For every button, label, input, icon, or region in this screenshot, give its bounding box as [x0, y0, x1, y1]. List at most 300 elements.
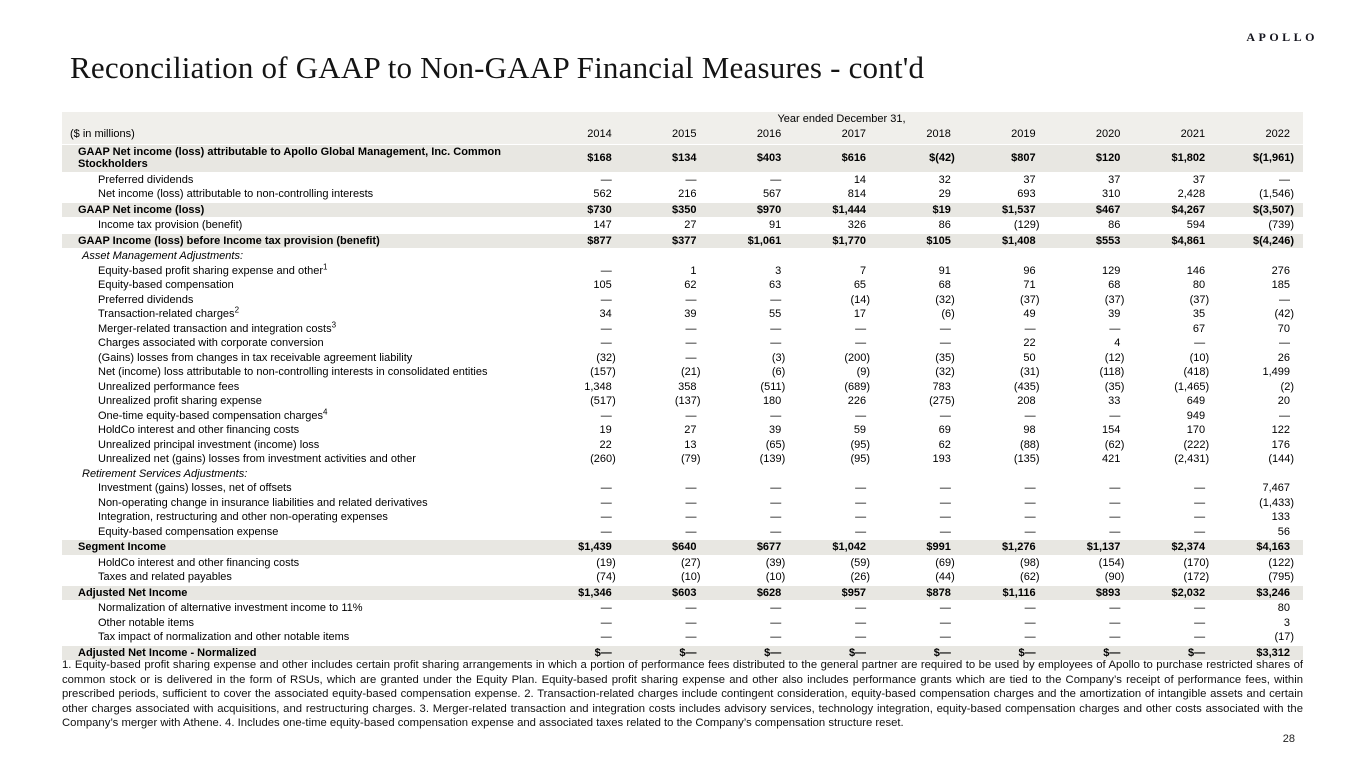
value-cell: [1133, 249, 1218, 264]
value-cell: —: [1194, 525, 1206, 538]
value-cell: [1049, 467, 1134, 482]
table-row: [62, 570, 1303, 585]
value-cell: 814: [847, 188, 867, 200]
value-cell: 649: [1186, 395, 1206, 407]
value-cell: $4,163: [1218, 540, 1303, 556]
value-cell: (739): [1268, 219, 1294, 231]
footnotes: 1. Equity-based profit sharing expense and other includes certain profit sharing arrangements in which a portion of performance fees distributed to the general partner are required to be used by employees of Apollo to purchase restricted shares of common stock or is delivered in the form of RSUs, which are granted under the Equity Plan. Equity-based profit sharing expense and other also includes performance grants which are tied to the Company’s receipt of performance fees, within prescribed periods, sufficient to cover the associated equity-based compensation expense. 2. Transaction-related charges include contingent consideration, equity-based compensation charges and the amortization of intangible assets and certain other charges associated with acquisitions, and restructuring charges. 3. Merger-related transaction and integration costs includes advisory services, technology integration, equity-based compensation charges and other costs associated with the Company’s merger with Athene. 4. Includes one-time equity-based compensation expense and associated taxes related to the Company’s compensation structure reset.: [62, 659, 1303, 730]
value-cell: 67: [1192, 322, 1206, 335]
value-cell: 68: [938, 279, 951, 291]
value-cell: —: [1194, 602, 1206, 614]
value-cell: 32: [938, 173, 951, 186]
table-row: [62, 630, 1303, 645]
row-label-text: Taxes and related payables: [98, 571, 232, 583]
row-label: [62, 555, 540, 570]
row-label-text: Adjusted Net Income: [78, 586, 188, 599]
table-row: [62, 278, 1303, 293]
value-cell: [1218, 467, 1303, 482]
value-cell: 20: [1277, 395, 1290, 407]
row-label-text: Non-operating change in insurance liabilities and related derivatives: [98, 496, 428, 509]
value-cell: $134: [625, 144, 710, 172]
value-cell: $350: [625, 202, 710, 218]
value-cell: 216: [678, 188, 697, 200]
row-label-text: HoldCo interest and other financing costs: [98, 556, 300, 569]
value-cell: 226: [847, 395, 867, 407]
value-cell: 37: [1108, 173, 1121, 186]
value-cell: 567: [762, 188, 782, 200]
value-cell: —: [600, 631, 612, 643]
value-cell: —: [1024, 409, 1036, 422]
value-cell: $403: [710, 144, 795, 172]
value-cell: 37: [1192, 173, 1206, 186]
value-cell: (39): [765, 556, 786, 569]
value-cell: (62): [1104, 438, 1125, 451]
value-cell: $377: [625, 233, 710, 249]
value-cell: —: [600, 511, 612, 523]
value-cell: 80: [1192, 279, 1206, 291]
value-cell: —: [770, 602, 782, 614]
value-cell: (10): [1189, 351, 1210, 364]
value-cell: —: [1024, 511, 1036, 523]
value-cell: (95): [850, 453, 871, 465]
value-cell: 185: [1271, 279, 1290, 291]
value-cell: (42): [1274, 308, 1294, 320]
table-row: [62, 601, 1303, 616]
value-cell: —: [1109, 616, 1121, 629]
value-cell: 71: [1023, 279, 1036, 291]
value-cell: —: [770, 631, 782, 643]
table-row: [62, 380, 1303, 395]
value-cell: $603: [625, 585, 710, 601]
table-row: [62, 218, 1303, 234]
year-column-header: 2016: [710, 127, 795, 144]
value-cell: $1,439: [540, 540, 625, 556]
value-cell: 129: [1102, 264, 1121, 277]
value-cell: (170): [1183, 556, 1210, 569]
value-cell: (9): [856, 366, 871, 378]
row-label-text: Preferred dividends: [98, 293, 194, 306]
value-cell: —: [770, 322, 782, 335]
value-cell: 27: [684, 424, 697, 436]
value-cell: 3: [1283, 616, 1290, 629]
value-cell: 26: [1277, 351, 1290, 364]
value-cell: $120: [1049, 144, 1134, 172]
row-label: [62, 365, 540, 380]
value-cell: (35): [935, 351, 955, 364]
row-label: [62, 585, 540, 601]
value-cell: —: [1109, 602, 1121, 614]
value-cell: —: [855, 616, 867, 629]
value-cell: $168: [540, 144, 625, 172]
value-cell: (79): [680, 453, 701, 465]
value-cell: —: [1109, 482, 1121, 494]
value-cell: —: [1024, 322, 1036, 335]
row-label: [62, 261, 540, 279]
row-label: [62, 233, 540, 249]
value-cell: (74): [596, 571, 616, 583]
table-row: [62, 365, 1303, 380]
value-cell: $(1,961): [1218, 144, 1303, 172]
row-label-text: GAAP Net income (loss): [78, 203, 205, 216]
table-row: [62, 510, 1303, 525]
value-cell: 29: [938, 188, 951, 200]
value-cell: [710, 249, 795, 264]
value-cell: (12): [1104, 351, 1125, 364]
value-cell: 39: [684, 308, 697, 320]
row-label: [62, 172, 540, 187]
value-cell: 91: [938, 264, 951, 277]
value-cell: $1,444: [794, 202, 879, 218]
value-cell: 62: [938, 438, 951, 451]
value-cell: —: [770, 525, 782, 538]
table-row: [62, 249, 1303, 264]
row-label-text: Investment (gains) losses, net of offsets: [98, 482, 292, 494]
value-cell: (62): [1020, 571, 1040, 583]
value-cell: [540, 467, 625, 482]
value-cell: —: [1024, 482, 1036, 494]
value-cell: (1,433): [1259, 496, 1294, 509]
row-label-text: Other notable items: [98, 616, 194, 629]
value-cell: 133: [1271, 511, 1290, 523]
value-cell: $1,061: [710, 233, 795, 249]
value-cell: (129): [1013, 219, 1040, 231]
value-cell: (2,431): [1174, 453, 1210, 465]
value-cell: (35): [1104, 380, 1125, 393]
value-cell: [710, 467, 795, 482]
value-cell: (69): [935, 556, 955, 569]
value-cell: [964, 249, 1049, 264]
value-cell: $616: [794, 144, 879, 172]
footnote-reference: 1: [323, 261, 328, 271]
row-label-text: One-time equity-based compensation charges: [98, 409, 324, 422]
value-cell: —: [1109, 409, 1121, 422]
row-label: [62, 394, 540, 409]
reconciliation-table: [62, 112, 1303, 661]
row-label: [62, 510, 540, 525]
value-cell: —: [685, 511, 697, 523]
value-cell: —: [600, 616, 612, 629]
page-number: 28: [1282, 733, 1295, 745]
value-cell: (200): [844, 351, 871, 364]
value-cell: 86: [1108, 219, 1121, 231]
value-cell: (27): [680, 556, 701, 569]
value-cell: —: [939, 337, 951, 349]
value-cell: 310: [1102, 188, 1121, 200]
row-label: [62, 438, 540, 453]
value-cell: —: [939, 631, 951, 643]
value-cell: 693: [1017, 188, 1036, 200]
period-header: Year ended December 31,: [540, 112, 1303, 127]
value-cell: —: [600, 322, 612, 335]
value-cell: 27: [684, 219, 697, 231]
value-cell: $1,042: [794, 540, 879, 556]
table-row: [62, 496, 1303, 511]
value-cell: 176: [1271, 438, 1290, 451]
value-cell: [1218, 249, 1303, 264]
value-cell: —: [1109, 525, 1121, 538]
value-cell: $—: [1049, 645, 1134, 661]
value-cell: —: [1279, 409, 1290, 422]
value-cell: 276: [1271, 264, 1290, 277]
value-cell: —: [600, 409, 612, 422]
value-cell: —: [600, 264, 612, 277]
table-row: [62, 481, 1303, 496]
value-cell: —: [1109, 322, 1121, 335]
value-cell: 105: [593, 279, 612, 291]
row-label-text: HoldCo interest and other financing costs: [98, 424, 300, 436]
value-cell: —: [685, 482, 697, 494]
value-cell: 86: [938, 219, 951, 231]
table-row: [62, 525, 1303, 540]
value-cell: 55: [769, 308, 782, 320]
value-cell: [1133, 467, 1218, 482]
row-label: [62, 496, 540, 511]
value-cell: —: [855, 525, 867, 538]
value-cell: (144): [1268, 453, 1294, 465]
table-row: [62, 585, 1303, 601]
value-cell: (10): [765, 571, 786, 583]
value-cell: 170: [1186, 424, 1206, 436]
value-cell: 68: [1108, 279, 1121, 291]
table-row: [62, 293, 1303, 308]
value-cell: (517): [590, 395, 616, 407]
value-cell: —: [1279, 337, 1290, 349]
value-cell: —: [1194, 631, 1206, 643]
value-cell: (65): [765, 438, 786, 451]
row-label-text: Integration, restructuring and other non-operating expenses: [98, 511, 388, 523]
value-cell: (88): [1020, 438, 1040, 451]
value-cell: 358: [678, 380, 697, 393]
value-cell: 62: [684, 279, 697, 291]
row-label-text: Normalization of alternative investment income to 11%: [98, 602, 363, 614]
value-cell: (154): [1098, 556, 1125, 569]
value-cell: —: [855, 496, 867, 509]
value-cell: $1,537: [964, 202, 1049, 218]
footnote-reference: 3: [331, 319, 337, 329]
table-row: [62, 322, 1303, 337]
value-cell: $3,312: [1218, 645, 1303, 661]
row-label-text: Preferred dividends: [98, 173, 194, 186]
value-cell: $677: [710, 540, 795, 556]
value-cell: 91: [769, 219, 782, 231]
value-cell: 39: [769, 424, 782, 436]
value-cell: 35: [1192, 308, 1206, 320]
value-cell: $—: [710, 645, 795, 661]
period-header-row: [62, 112, 1303, 127]
value-cell: 4: [1114, 337, 1121, 349]
value-cell: (260): [590, 453, 616, 465]
row-label-text: Transaction-related charges: [98, 308, 235, 320]
value-cell: 208: [1017, 395, 1036, 407]
value-cell: (795): [1268, 571, 1294, 583]
table-row: [62, 540, 1303, 556]
value-cell: $(42): [879, 144, 964, 172]
row-label-text: Retirement Services Adjustments:: [82, 467, 248, 480]
row-label: [62, 218, 540, 234]
value-cell: —: [600, 525, 612, 538]
value-cell: $—: [540, 645, 625, 661]
value-cell: (32): [596, 351, 616, 364]
row-label: [62, 570, 540, 585]
footnote-reference: 4: [323, 406, 328, 416]
value-cell: —: [939, 322, 951, 335]
value-cell: $640: [625, 540, 710, 556]
value-cell: 70: [1277, 322, 1290, 335]
row-label: [62, 481, 540, 496]
value-cell: (17): [1274, 631, 1294, 643]
value-cell: —: [685, 525, 697, 538]
value-cell: [794, 249, 879, 264]
value-cell: —: [855, 511, 867, 523]
row-label-text: Adjusted Net Income - Normalized: [78, 646, 257, 659]
row-label-text: Equity-based profit sharing expense and other: [98, 264, 324, 277]
value-cell: —: [1109, 511, 1121, 523]
row-label-text: Tax impact of normalization and other notable items: [98, 631, 350, 643]
value-cell: [794, 467, 879, 482]
value-cell: [1049, 249, 1134, 264]
value-cell: —: [939, 525, 951, 538]
table-body: [62, 144, 1303, 661]
row-label: [62, 452, 540, 467]
table-row: [62, 187, 1303, 202]
value-cell: (37): [1104, 293, 1125, 306]
value-cell: $—: [1133, 645, 1218, 661]
value-cell: 193: [932, 453, 951, 465]
row-label-text: Net income (loss) attributable to non-controlling interests: [98, 188, 374, 200]
value-cell: (31): [1020, 366, 1040, 378]
row-label: [62, 423, 540, 438]
year-column-header: 2015: [625, 127, 710, 144]
units-label: ($ in millions): [62, 127, 540, 144]
value-cell: (1,465): [1174, 380, 1210, 393]
table-header: [62, 112, 1303, 144]
table-row: [62, 467, 1303, 482]
row-label-text: Equity-based compensation expense: [98, 525, 279, 538]
value-cell: —: [1194, 482, 1206, 494]
value-cell: $19: [879, 202, 964, 218]
value-cell: 594: [1186, 219, 1206, 231]
row-label-text: Income tax provision (benefit): [98, 219, 243, 231]
value-cell: $467: [1049, 202, 1134, 218]
value-cell: —: [770, 496, 782, 509]
value-cell: (157): [590, 366, 616, 378]
value-cell: —: [855, 337, 867, 349]
value-cell: $730: [540, 202, 625, 218]
row-label-text: Merger-related transaction and integration costs: [98, 322, 332, 335]
value-cell: (37): [1189, 293, 1210, 306]
value-cell: —: [855, 322, 867, 335]
value-cell: 783: [932, 380, 951, 393]
value-cell: 14: [853, 173, 867, 186]
row-label: [62, 380, 540, 395]
value-cell: —: [1194, 496, 1206, 509]
value-cell: 949: [1186, 409, 1206, 422]
value-cell: 2,428: [1177, 188, 1206, 200]
value-cell: —: [939, 616, 951, 629]
value-cell: 1,499: [1262, 366, 1290, 378]
value-cell: $3,246: [1218, 585, 1303, 601]
row-label: [62, 467, 540, 482]
value-cell: —: [1024, 631, 1036, 643]
row-label-text: Net (income) loss attributable to non-controlling interests in consolidated entities: [98, 366, 488, 378]
value-cell: —: [1024, 525, 1036, 538]
value-cell: (222): [1183, 438, 1210, 451]
value-cell: 17: [853, 308, 867, 320]
value-cell: [964, 467, 1049, 482]
value-cell: 69: [938, 424, 951, 436]
value-cell: (172): [1183, 571, 1210, 583]
value-cell: —: [770, 337, 782, 349]
row-label: [62, 144, 540, 172]
row-label-text: Charges associated with corporate conversion: [98, 337, 324, 349]
table-row: [62, 616, 1303, 631]
value-cell: —: [600, 173, 612, 186]
value-cell: 562: [593, 188, 612, 200]
row-label: [62, 540, 540, 556]
year-column-header: 2021: [1133, 127, 1218, 144]
value-cell: (6): [941, 308, 955, 320]
value-cell: 33: [1108, 395, 1121, 407]
row-label: [62, 601, 540, 616]
value-cell: —: [600, 293, 612, 306]
value-cell: (59): [850, 556, 871, 569]
value-cell: —: [1024, 616, 1036, 629]
table-row: [62, 264, 1303, 279]
value-cell: (19): [596, 556, 616, 569]
table-row: [62, 423, 1303, 438]
value-cell: $105: [879, 233, 964, 249]
value-cell: 63: [769, 279, 782, 291]
value-cell: 180: [762, 395, 782, 407]
value-cell: [625, 249, 710, 264]
row-label: [62, 406, 540, 424]
value-cell: 39: [1108, 308, 1121, 320]
value-cell: (26): [850, 571, 871, 583]
value-cell: —: [600, 337, 612, 349]
year-column-header: 2020: [1049, 127, 1134, 144]
value-cell: —: [1194, 511, 1206, 523]
value-cell: (90): [1104, 571, 1125, 583]
row-label-text: GAAP Net income (loss) attributable to Apollo Global Management, Inc. Common Stockholders: [78, 145, 501, 170]
value-cell: —: [685, 293, 697, 306]
value-cell: $878: [879, 585, 964, 601]
row-label: [62, 319, 540, 337]
value-cell: —: [939, 409, 951, 422]
value-cell: $2,374: [1133, 540, 1218, 556]
value-cell: (2): [1280, 380, 1294, 393]
value-cell: 7: [859, 264, 867, 277]
value-cell: 37: [1023, 173, 1036, 186]
value-cell: —: [1194, 616, 1206, 629]
value-cell: —: [939, 496, 951, 509]
value-cell: —: [1279, 173, 1290, 186]
value-cell: —: [855, 482, 867, 494]
value-cell: (98): [1020, 556, 1040, 569]
value-cell: (37): [1020, 293, 1040, 306]
table-row: [62, 555, 1303, 570]
year-column-header: 2014: [540, 127, 625, 144]
value-cell: —: [1024, 602, 1036, 614]
header-spacer: [62, 112, 540, 127]
table-row: [62, 144, 1303, 172]
value-cell: —: [1109, 631, 1121, 643]
value-cell: 59: [853, 424, 867, 436]
value-cell: —: [685, 322, 697, 335]
value-cell: —: [685, 409, 697, 422]
value-cell: $(4,246): [1218, 233, 1303, 249]
value-cell: —: [600, 496, 612, 509]
table-row: [62, 307, 1303, 322]
